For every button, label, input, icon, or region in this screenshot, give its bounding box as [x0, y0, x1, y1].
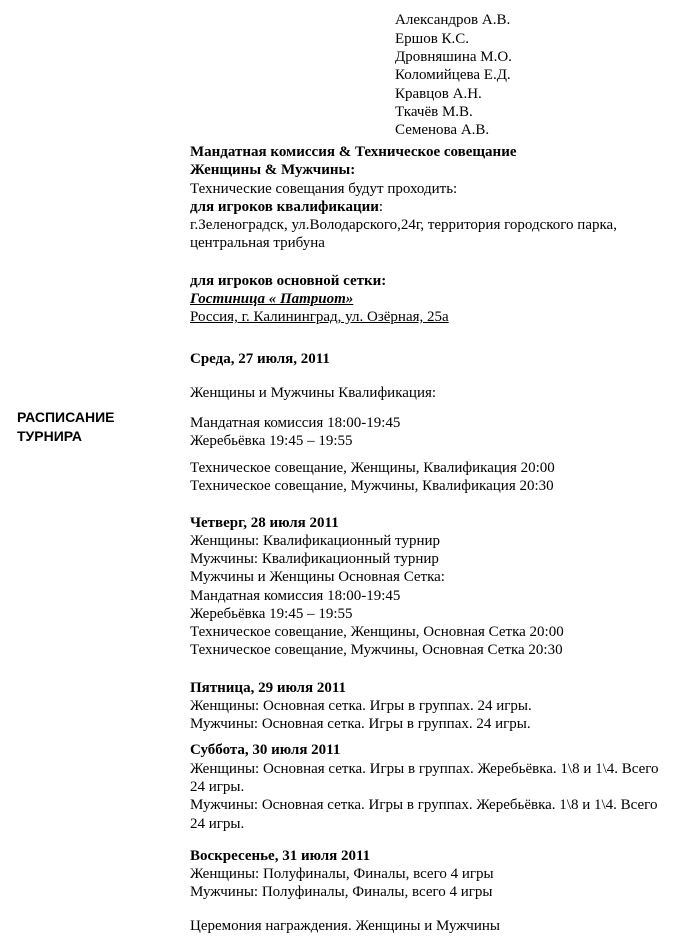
side-title-line2: ТУРНИРА	[17, 428, 82, 444]
schedule-side-title	[17, 408, 177, 446]
name-item: Семенова А.В.	[395, 122, 490, 138]
wed-line: Женщины и Мужчины Квалификация:	[190, 385, 437, 401]
sun-line: Мужчины: Полуфиналы, Финалы, всего 4 игры	[190, 884, 493, 900]
wed-line: Техническое совещание, Женщины, Квалификация 20:00	[190, 460, 555, 476]
thu-line: Жеребьёвка 19:45 – 19:55	[190, 606, 353, 622]
fri-line: Мужчины: Основная сетка. Игры в группах. 24 игры.	[190, 716, 531, 732]
wed-line: Техническое совещание, Мужчины, Квалификация 20:30	[190, 478, 554, 494]
fri-title: Пятница, 29 июля 2011	[190, 680, 347, 696]
sat-line: 24 игры.	[190, 816, 245, 832]
sun-line: Церемония награждения. Женщины и Мужчины	[190, 918, 500, 934]
name-item: Дровняшина М.О.	[395, 49, 512, 65]
wed-title: Среда, 27 июля, 2011	[190, 351, 330, 367]
mandate-subtitle: Женщины & Мужчины:	[190, 162, 356, 178]
thu-line: Мандатная комиссия 18:00-19:45	[190, 588, 401, 604]
thu-line: Техническое совещание, Женщины, Основная Сетка 20:00	[190, 624, 564, 640]
name-item: Александров А.В.	[395, 12, 511, 28]
sat-title: Суббота, 30 июля 2011	[190, 742, 341, 758]
name-item: Кравцов А.Н.	[395, 86, 482, 102]
sat-line: Женщины: Основная сетка. Игры в группах. Жеребьёвка. 1\8 и 1\4. Всего	[190, 761, 659, 777]
hotel-address: Россия, г. Калининград, ул. Озёрная, 25а	[190, 309, 449, 325]
sun-line: Женщины: Полуфиналы, Финалы, всего 4 игры	[190, 866, 494, 882]
thu-line: Мужчины: Квалификационный турнир	[190, 551, 439, 567]
thu-title: Четверг, 28 июля 2011	[190, 515, 339, 531]
qual-address-2: центральная трибуна	[190, 235, 325, 251]
thu-line: Техническое совещание, Мужчины, Основная Сетка 20:30	[190, 642, 563, 658]
name-item: Коломийцева Е.Д.	[395, 67, 511, 83]
main-label: для игроков основной сетки:	[190, 273, 387, 289]
wed-line: Жеребьёвка 19:45 – 19:55	[190, 433, 353, 449]
mandate-intro: Технические совещания будут проходить:	[190, 181, 458, 197]
sat-line: 24 игры.	[190, 779, 245, 795]
fri-line: Женщины: Основная сетка. Игры в группах. 24 игры.	[190, 698, 532, 714]
mandate-title: Мандатная комиссия & Техническое совещание	[190, 144, 517, 160]
name-item: Ершов К.С.	[395, 31, 470, 47]
hotel-name: Гостиница « Патриот»	[190, 291, 354, 307]
sat-line: Мужчины: Основная сетка. Игры в группах. Жеребьёвка. 1\8 и 1\4. Всего	[190, 797, 658, 813]
thu-line: Женщины: Квалификационный турнир	[190, 533, 440, 549]
qual-label: для игроков квалификации	[190, 199, 379, 215]
qual-label-line	[190, 198, 383, 216]
side-title-line1: РАСПИСАНИЕ	[17, 409, 115, 425]
thu-line: Мужчины и Женщины Основная Сетка:	[190, 569, 445, 585]
qual-address-1: г.Зеленоградск, ул.Володарского,24г, территория городского парка,	[190, 217, 617, 233]
sun-title: Воскресенье, 31 июля 2011	[190, 848, 371, 864]
qual-colon: :	[378, 199, 384, 215]
name-item: Ткачёв М.В.	[395, 104, 473, 120]
wed-line: Мандатная комиссия 18:00-19:45	[190, 415, 401, 431]
